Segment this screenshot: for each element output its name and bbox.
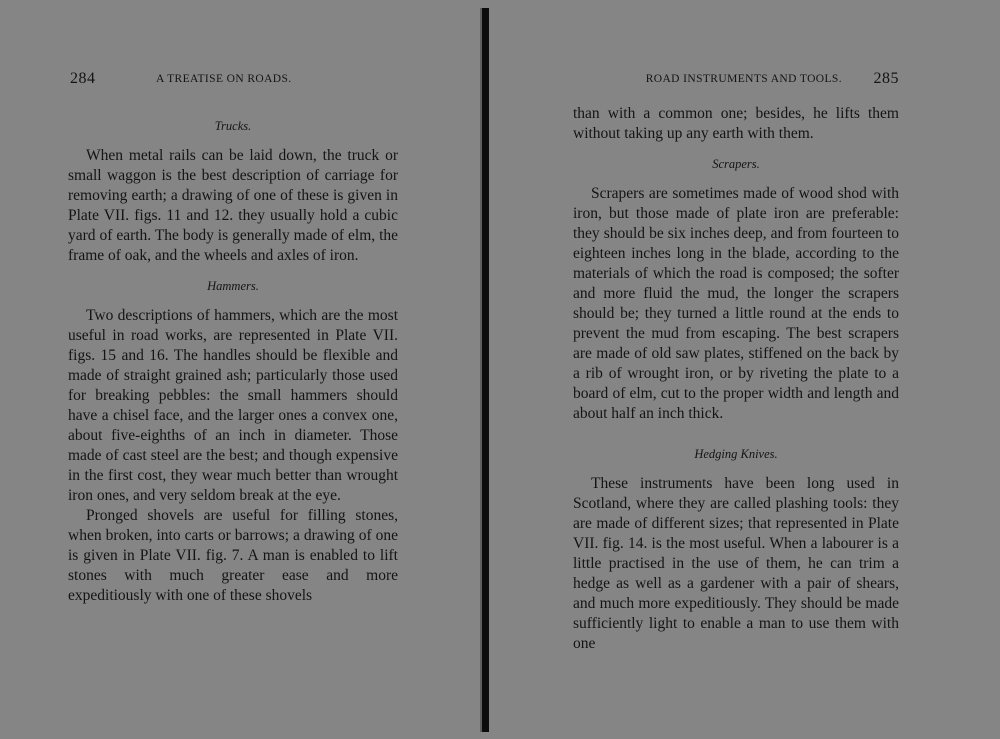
left-page-body [68,116,398,606]
right-running-head-title: ROAD INSTRUMENTS AND TOOLS. [645,73,842,85]
paragraph-hammers: Two descriptions of hammers, which are the most useful in road works, are represented in Plate VII. figs. 15 and 16. The handles should be flexible and made of straight grained ash; particularly those used for breaking pebbles: the small hammers should have a chisel face, and the larger ones a convex one, about five-eighths of an inch in diameter. Those made of cast steel are the best; and though expensive in the first cost, they wear much better than wrought iron ones, and very seldom break at the eye. [68,307,398,504]
section-heading-hedging-knives: Hedging Knives. [694,447,778,461]
left-running-head [68,70,398,93]
right-page [573,0,899,739]
paragraph-scrapers: Scrapers are sometimes made of wood shod with iron, but those made of plate iron are preferable: they should be six inches deep, and from fourteen to eighteen inches long in the blade, according to the materials of which the road is composed; the softer and more fluid the mud, the longer the scrapers should be; they turned a little round at the ends to prevent the mud from escaping. The best scrapers are made of old saw plates, stiffened on the back by a rib of wrought iron, or by riveting the plate to a board of elm, cut to the proper width and length and about half an inch thick. [573,185,899,422]
section-heading-hammers: Hammers. [207,279,259,293]
left-running-head-title: A TREATISE ON ROADS. [156,73,292,85]
section-heading-scrapers: Scrapers. [712,157,760,171]
paragraph-continuation: than with a common one; besides, he lifts them without taking up any earth with them. [573,105,899,142]
section-heading-trucks: Trucks. [214,119,252,133]
right-running-head [573,70,899,93]
paragraph-hedging-knives: These instruments have been long used in Scotland, where they are called plashing tools: they are made of different sizes; that represented in Plate VII. fig. 14. is the most useful. When a labourer is a little practised in the use of them, he can trim a hedge as well as a gardener with a pair of shears, and much more expeditiously. They should be made sufficiently light to enable a man to use them with one [573,475,899,652]
book-gutter [482,8,489,732]
right-page-body [573,104,899,654]
paragraph-pronged-shovels: Pronged shovels are useful for filling stones, when broken, into carts or barrows; a drawing of one is given in Plate VII. fig. 7. A man is enabled to lift stones with much greater ease and more expeditiously with one of these shovels [68,507,398,604]
right-page-number: 285 [873,70,899,87]
left-page [68,0,398,739]
left-page-number: 284 [70,70,96,87]
paragraph-trucks: When metal rails can be laid down, the truck or small waggon is the best description of carriage for removing earth; a drawing of one of these is given in Plate VII. figs. 11 and 12. they usually hold a cubic yard of earth. The body is generally made of elm, the frame of oak, and the wheels and axles of iron. [68,147,398,264]
